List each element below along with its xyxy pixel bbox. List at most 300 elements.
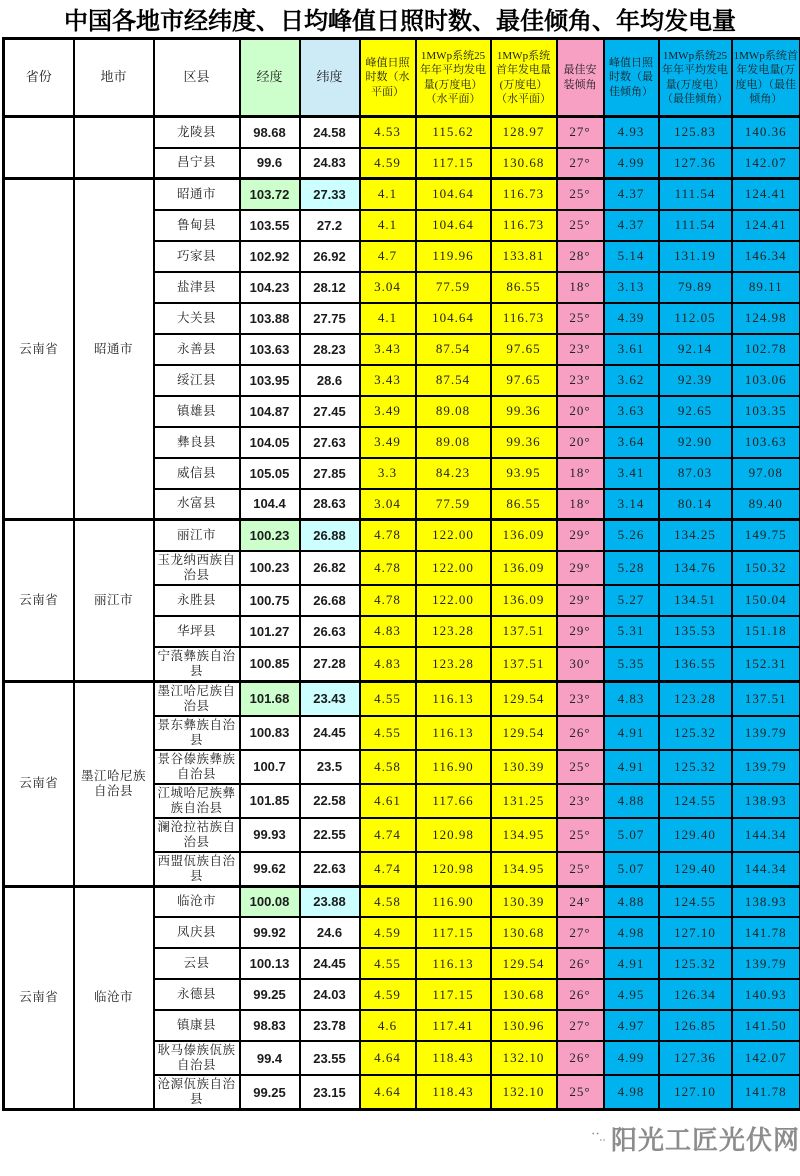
peak-hours-horizontal-cell: 3.3 [360, 458, 416, 489]
longitude-cell: 99.62 [240, 852, 300, 887]
first-year-gen-horizontal-cell: 97.65 [491, 365, 557, 396]
peak-hours-tilt-cell: 4.93 [604, 117, 659, 148]
latitude-cell: 22.55 [300, 818, 360, 852]
avg25-gen-tilt-cell: 111.54 [659, 210, 732, 241]
avg25-gen-horizontal-cell: 104.64 [416, 179, 491, 210]
city-cell [74, 117, 154, 179]
wechat-icon [588, 1112, 609, 1164]
peak-hours-horizontal-cell: 4.59 [360, 917, 416, 948]
longitude-cell: 98.83 [240, 1010, 300, 1041]
header-row [4, 39, 800, 117]
longitude-cell: 103.63 [240, 334, 300, 365]
first-year-gen-horizontal-cell: 129.54 [491, 681, 557, 716]
avg25-gen-horizontal-cell: 120.98 [416, 852, 491, 887]
longitude-cell: 105.05 [240, 458, 300, 489]
peak-hours-horizontal-cell: 4.6 [360, 1010, 416, 1041]
avg25-gen-horizontal-cell: 118.43 [416, 1041, 491, 1075]
peak-hours-horizontal-cell: 4.1 [360, 303, 416, 334]
peak-hours-tilt-cell: 4.83 [604, 681, 659, 716]
best-tilt-cell: 25° [557, 818, 604, 852]
peak-hours-horizontal-cell: 4.64 [360, 1041, 416, 1075]
first-year-gen-tilt-cell: 139.79 [732, 750, 800, 784]
peak-hours-horizontal-cell: 4.59 [360, 148, 416, 179]
first-year-gen-tilt-cell: 140.36 [732, 117, 800, 148]
avg25-gen-tilt-cell: 124.55 [659, 886, 732, 917]
best-tilt-cell: 29° [557, 551, 604, 585]
longitude-cell: 104.05 [240, 427, 300, 458]
longitude-cell: 103.55 [240, 210, 300, 241]
best-tilt-cell: 23° [557, 681, 604, 716]
col-header-avg25-gen-tilt: 1MWp系统25年年平均发电量(万度电）（最佳倾角） [659, 39, 732, 117]
best-tilt-cell: 25° [557, 179, 604, 210]
first-year-gen-tilt-cell: 138.93 [732, 784, 800, 818]
table-row [4, 179, 800, 210]
longitude-cell: 101.27 [240, 616, 300, 647]
best-tilt-cell: 26° [557, 716, 604, 750]
peak-hours-tilt-cell: 4.91 [604, 948, 659, 979]
first-year-gen-horizontal-cell: 134.95 [491, 818, 557, 852]
peak-hours-horizontal-cell: 4.83 [360, 616, 416, 647]
longitude-cell: 104.87 [240, 396, 300, 427]
avg25-gen-tilt-cell: 126.34 [659, 979, 732, 1010]
page-title: 中国各地市经纬度、日均峰值日照时数、最佳倾角、年均发电量 [64, 8, 736, 35]
avg25-gen-horizontal-cell: 122.00 [416, 520, 491, 551]
table-row [4, 886, 800, 917]
best-tilt-cell: 27° [557, 917, 604, 948]
latitude-cell: 24.58 [300, 117, 360, 148]
county-cell: 镇康县 [154, 1010, 240, 1041]
peak-hours-horizontal-cell: 4.1 [360, 179, 416, 210]
col-header-avg25-gen-horizontal: 1MWp系统25年年平均发电量(万度电）（水平面） [416, 39, 491, 117]
first-year-gen-horizontal-cell: 116.73 [491, 210, 557, 241]
avg25-gen-horizontal-cell: 77.59 [416, 272, 491, 303]
first-year-gen-tilt-cell: 103.63 [732, 427, 800, 458]
county-cell: 耿马傣族佤族自治县 [154, 1041, 240, 1075]
latitude-cell: 28.23 [300, 334, 360, 365]
first-year-gen-tilt-cell: 141.78 [732, 1075, 800, 1110]
latitude-cell: 26.82 [300, 551, 360, 585]
peak-hours-horizontal-cell: 3.49 [360, 427, 416, 458]
longitude-cell: 99.25 [240, 1075, 300, 1110]
first-year-gen-horizontal-cell: 131.25 [491, 784, 557, 818]
longitude-cell: 103.72 [240, 179, 300, 210]
latitude-cell: 22.63 [300, 852, 360, 887]
avg25-gen-tilt-cell: 125.32 [659, 750, 732, 784]
first-year-gen-horizontal-cell: 130.39 [491, 886, 557, 917]
table-row [4, 117, 800, 148]
peak-hours-horizontal-cell: 3.04 [360, 272, 416, 303]
avg25-gen-tilt-cell: 92.39 [659, 365, 732, 396]
best-tilt-cell: 27° [557, 117, 604, 148]
avg25-gen-horizontal-cell: 87.54 [416, 334, 491, 365]
watermark [588, 1108, 800, 1168]
best-tilt-cell: 25° [557, 210, 604, 241]
peak-hours-tilt-cell: 4.39 [604, 303, 659, 334]
peak-hours-tilt-cell: 4.98 [604, 1075, 659, 1110]
first-year-gen-tilt-cell: 103.06 [732, 365, 800, 396]
peak-hours-horizontal-cell: 4.64 [360, 1075, 416, 1110]
longitude-cell: 104.23 [240, 272, 300, 303]
county-cell: 玉龙纳西族自治县 [154, 551, 240, 585]
best-tilt-cell: 18° [557, 272, 604, 303]
peak-hours-tilt-cell: 4.98 [604, 917, 659, 948]
avg25-gen-tilt-cell: 129.40 [659, 852, 732, 887]
latitude-cell: 27.28 [300, 647, 360, 682]
first-year-gen-tilt-cell: 124.41 [732, 179, 800, 210]
first-year-gen-horizontal-cell: 129.54 [491, 716, 557, 750]
col-header-county: 区县 [154, 39, 240, 117]
peak-hours-tilt-cell: 5.26 [604, 520, 659, 551]
avg25-gen-horizontal-cell: 77.59 [416, 489, 491, 520]
avg25-gen-tilt-cell: 134.25 [659, 520, 732, 551]
county-cell: 景东彝族自治县 [154, 716, 240, 750]
peak-hours-tilt-cell: 3.14 [604, 489, 659, 520]
latitude-cell: 27.2 [300, 210, 360, 241]
first-year-gen-horizontal-cell: 133.81 [491, 241, 557, 272]
peak-hours-horizontal-cell: 4.55 [360, 716, 416, 750]
latitude-cell: 28.6 [300, 365, 360, 396]
first-year-gen-horizontal-cell: 137.51 [491, 616, 557, 647]
latitude-cell: 23.78 [300, 1010, 360, 1041]
first-year-gen-horizontal-cell: 116.73 [491, 303, 557, 334]
peak-hours-tilt-cell: 4.95 [604, 979, 659, 1010]
peak-hours-tilt-cell: 3.62 [604, 365, 659, 396]
avg25-gen-horizontal-cell: 104.64 [416, 210, 491, 241]
avg25-gen-tilt-cell: 92.65 [659, 396, 732, 427]
col-header-first-year-gen-horizontal: 1MWp系统首年发电量(万度电）（水平面） [491, 39, 557, 117]
longitude-cell: 99.93 [240, 818, 300, 852]
peak-hours-horizontal-cell: 4.74 [360, 818, 416, 852]
col-header-peak-hours-horizontal: 峰值日照时数（水平面） [360, 39, 416, 117]
first-year-gen-tilt-cell: 138.93 [732, 886, 800, 917]
best-tilt-cell: 28° [557, 241, 604, 272]
peak-hours-tilt-cell: 5.07 [604, 852, 659, 887]
avg25-gen-horizontal-cell: 123.28 [416, 616, 491, 647]
first-year-gen-horizontal-cell: 129.54 [491, 948, 557, 979]
longitude-cell: 99.6 [240, 148, 300, 179]
avg25-gen-tilt-cell: 112.05 [659, 303, 732, 334]
latitude-cell: 26.68 [300, 585, 360, 616]
peak-hours-tilt-cell: 4.88 [604, 784, 659, 818]
peak-hours-horizontal-cell: 4.58 [360, 750, 416, 784]
first-year-gen-tilt-cell: 151.18 [732, 616, 800, 647]
peak-hours-tilt-cell: 5.27 [604, 585, 659, 616]
peak-hours-tilt-cell: 5.28 [604, 551, 659, 585]
best-tilt-cell: 18° [557, 458, 604, 489]
latitude-cell: 24.03 [300, 979, 360, 1010]
latitude-cell: 26.92 [300, 241, 360, 272]
avg25-gen-horizontal-cell: 117.15 [416, 979, 491, 1010]
county-cell: 凤庆县 [154, 917, 240, 948]
city-cell: 丽江市 [74, 520, 154, 682]
county-cell: 盐津县 [154, 272, 240, 303]
city-cell: 昭通市 [74, 179, 154, 520]
peak-hours-tilt-cell: 3.41 [604, 458, 659, 489]
first-year-gen-horizontal-cell: 116.73 [491, 179, 557, 210]
avg25-gen-tilt-cell: 125.32 [659, 716, 732, 750]
avg25-gen-horizontal-cell: 89.08 [416, 427, 491, 458]
table-row [4, 520, 800, 551]
county-cell: 水富县 [154, 489, 240, 520]
first-year-gen-tilt-cell: 144.34 [732, 852, 800, 887]
longitude-cell: 100.23 [240, 520, 300, 551]
first-year-gen-horizontal-cell: 97.65 [491, 334, 557, 365]
longitude-cell: 100.23 [240, 551, 300, 585]
peak-hours-tilt-cell: 4.91 [604, 716, 659, 750]
peak-hours-horizontal-cell: 3.49 [360, 396, 416, 427]
county-cell: 镇雄县 [154, 396, 240, 427]
best-tilt-cell: 25° [557, 1075, 604, 1110]
col-header-peak-hours-tilt: 峰值日照时数（最佳倾角） [604, 39, 659, 117]
col-header-latitude: 纬度 [300, 39, 360, 117]
peak-hours-tilt-cell: 4.97 [604, 1010, 659, 1041]
latitude-cell: 28.63 [300, 489, 360, 520]
avg25-gen-horizontal-cell: 104.64 [416, 303, 491, 334]
first-year-gen-horizontal-cell: 93.95 [491, 458, 557, 489]
first-year-gen-horizontal-cell: 137.51 [491, 647, 557, 682]
peak-hours-horizontal-cell: 4.55 [360, 681, 416, 716]
peak-hours-horizontal-cell: 3.43 [360, 334, 416, 365]
avg25-gen-horizontal-cell: 115.62 [416, 117, 491, 148]
county-cell: 威信县 [154, 458, 240, 489]
peak-hours-horizontal-cell: 3.43 [360, 365, 416, 396]
first-year-gen-tilt-cell: 137.51 [732, 681, 800, 716]
avg25-gen-horizontal-cell: 122.00 [416, 551, 491, 585]
latitude-cell: 27.45 [300, 396, 360, 427]
longitude-cell: 100.83 [240, 716, 300, 750]
peak-hours-horizontal-cell: 4.58 [360, 886, 416, 917]
peak-hours-tilt-cell: 3.13 [604, 272, 659, 303]
peak-hours-tilt-cell: 4.37 [604, 179, 659, 210]
latitude-cell: 24.45 [300, 948, 360, 979]
table-row [4, 681, 800, 716]
best-tilt-cell: 23° [557, 365, 604, 396]
longitude-cell: 100.85 [240, 647, 300, 682]
avg25-gen-tilt-cell: 129.40 [659, 818, 732, 852]
avg25-gen-horizontal-cell: 89.08 [416, 396, 491, 427]
peak-hours-horizontal-cell: 4.1 [360, 210, 416, 241]
longitude-cell: 101.85 [240, 784, 300, 818]
col-header-city: 地市 [74, 39, 154, 117]
avg25-gen-tilt-cell: 92.90 [659, 427, 732, 458]
county-cell: 永胜县 [154, 585, 240, 616]
first-year-gen-tilt-cell: 124.41 [732, 210, 800, 241]
avg25-gen-tilt-cell: 79.89 [659, 272, 732, 303]
peak-hours-horizontal-cell: 4.55 [360, 948, 416, 979]
avg25-gen-horizontal-cell: 117.15 [416, 148, 491, 179]
avg25-gen-tilt-cell: 125.32 [659, 948, 732, 979]
first-year-gen-tilt-cell: 97.08 [732, 458, 800, 489]
best-tilt-cell: 25° [557, 303, 604, 334]
longitude-cell: 100.13 [240, 948, 300, 979]
county-cell: 宁蒗彝族自治县 [154, 647, 240, 682]
avg25-gen-horizontal-cell: 116.13 [416, 716, 491, 750]
latitude-cell: 26.88 [300, 520, 360, 551]
county-cell: 永德县 [154, 979, 240, 1010]
county-cell: 永善县 [154, 334, 240, 365]
first-year-gen-tilt-cell: 89.11 [732, 272, 800, 303]
peak-hours-tilt-cell: 4.99 [604, 1041, 659, 1075]
county-cell: 绥江县 [154, 365, 240, 396]
first-year-gen-horizontal-cell: 130.39 [491, 750, 557, 784]
county-cell: 丽江市 [154, 520, 240, 551]
avg25-gen-tilt-cell: 87.03 [659, 458, 732, 489]
best-tilt-cell: 18° [557, 489, 604, 520]
first-year-gen-tilt-cell: 124.98 [732, 303, 800, 334]
peak-hours-tilt-cell: 4.88 [604, 886, 659, 917]
avg25-gen-horizontal-cell: 116.13 [416, 948, 491, 979]
best-tilt-cell: 24° [557, 886, 604, 917]
first-year-gen-tilt-cell: 139.79 [732, 716, 800, 750]
peak-hours-tilt-cell: 5.07 [604, 818, 659, 852]
avg25-gen-tilt-cell: 126.85 [659, 1010, 732, 1041]
latitude-cell: 23.88 [300, 886, 360, 917]
avg25-gen-horizontal-cell: 116.13 [416, 681, 491, 716]
watermark-text: 阳光工匠光伏网 [610, 1124, 800, 1155]
county-cell: 巧家县 [154, 241, 240, 272]
col-header-first-year-gen-tilt: 1MWp系统首年发电量(万度电）（最佳倾角） [732, 39, 800, 117]
avg25-gen-tilt-cell: 123.28 [659, 681, 732, 716]
county-cell: 景谷傣族彝族自治县 [154, 750, 240, 784]
county-cell: 昌宁县 [154, 148, 240, 179]
peak-hours-horizontal-cell: 4.74 [360, 852, 416, 887]
avg25-gen-tilt-cell: 127.10 [659, 917, 732, 948]
avg25-gen-horizontal-cell: 117.66 [416, 784, 491, 818]
avg25-gen-horizontal-cell: 117.15 [416, 917, 491, 948]
longitude-cell: 100.7 [240, 750, 300, 784]
first-year-gen-tilt-cell: 141.78 [732, 917, 800, 948]
avg25-gen-horizontal-cell: 118.43 [416, 1075, 491, 1110]
county-cell: 昭通市 [154, 179, 240, 210]
avg25-gen-tilt-cell: 135.53 [659, 616, 732, 647]
first-year-gen-horizontal-cell: 130.68 [491, 979, 557, 1010]
city-cell: 墨江哈尼族自治县 [74, 681, 154, 886]
avg25-gen-tilt-cell: 134.76 [659, 551, 732, 585]
latitude-cell: 27.85 [300, 458, 360, 489]
latitude-cell: 23.5 [300, 750, 360, 784]
peak-hours-horizontal-cell: 4.61 [360, 784, 416, 818]
first-year-gen-horizontal-cell: 136.09 [491, 585, 557, 616]
best-tilt-cell: 23° [557, 784, 604, 818]
first-year-gen-tilt-cell: 141.50 [732, 1010, 800, 1041]
peak-hours-tilt-cell: 3.63 [604, 396, 659, 427]
province-cell [4, 117, 74, 179]
latitude-cell: 26.63 [300, 616, 360, 647]
first-year-gen-horizontal-cell: 132.10 [491, 1075, 557, 1110]
col-header-best-tilt: 最佳安装倾角 [557, 39, 604, 117]
peak-hours-tilt-cell: 4.91 [604, 750, 659, 784]
best-tilt-cell: 29° [557, 520, 604, 551]
longitude-cell: 101.68 [240, 681, 300, 716]
city-cell: 临沧市 [74, 886, 154, 1110]
avg25-gen-horizontal-cell: 117.41 [416, 1010, 491, 1041]
best-tilt-cell: 26° [557, 948, 604, 979]
peak-hours-tilt-cell: 4.37 [604, 210, 659, 241]
avg25-gen-tilt-cell: 125.83 [659, 117, 732, 148]
avg25-gen-tilt-cell: 124.55 [659, 784, 732, 818]
avg25-gen-horizontal-cell: 87.54 [416, 365, 491, 396]
longitude-cell: 99.92 [240, 917, 300, 948]
peak-hours-tilt-cell: 5.14 [604, 241, 659, 272]
first-year-gen-horizontal-cell: 86.55 [491, 272, 557, 303]
first-year-gen-tilt-cell: 139.79 [732, 948, 800, 979]
peak-hours-tilt-cell: 5.35 [604, 647, 659, 682]
first-year-gen-horizontal-cell: 134.95 [491, 852, 557, 887]
best-tilt-cell: 29° [557, 616, 604, 647]
first-year-gen-tilt-cell: 103.35 [732, 396, 800, 427]
first-year-gen-horizontal-cell: 130.68 [491, 148, 557, 179]
first-year-gen-tilt-cell: 150.32 [732, 551, 800, 585]
avg25-gen-tilt-cell: 131.19 [659, 241, 732, 272]
solar-data-table [2, 37, 800, 1111]
province-cell: 云南省 [4, 681, 74, 886]
county-cell: 云县 [154, 948, 240, 979]
peak-hours-horizontal-cell: 4.7 [360, 241, 416, 272]
latitude-cell: 23.15 [300, 1075, 360, 1110]
best-tilt-cell: 20° [557, 396, 604, 427]
avg25-gen-horizontal-cell: 122.00 [416, 585, 491, 616]
peak-hours-tilt-cell: 5.31 [604, 616, 659, 647]
longitude-cell: 99.25 [240, 979, 300, 1010]
longitude-cell: 103.95 [240, 365, 300, 396]
first-year-gen-horizontal-cell: 132.10 [491, 1041, 557, 1075]
peak-hours-horizontal-cell: 4.78 [360, 551, 416, 585]
peak-hours-horizontal-cell: 4.83 [360, 647, 416, 682]
first-year-gen-tilt-cell: 140.93 [732, 979, 800, 1010]
avg25-gen-horizontal-cell: 84.23 [416, 458, 491, 489]
first-year-gen-horizontal-cell: 99.36 [491, 427, 557, 458]
first-year-gen-tilt-cell: 150.04 [732, 585, 800, 616]
best-tilt-cell: 27° [557, 148, 604, 179]
avg25-gen-tilt-cell: 92.14 [659, 334, 732, 365]
first-year-gen-horizontal-cell: 86.55 [491, 489, 557, 520]
best-tilt-cell: 29° [557, 585, 604, 616]
county-cell: 江城哈尼族彝族自治县 [154, 784, 240, 818]
county-cell: 彝良县 [154, 427, 240, 458]
first-year-gen-horizontal-cell: 136.09 [491, 551, 557, 585]
latitude-cell: 27.75 [300, 303, 360, 334]
latitude-cell: 28.12 [300, 272, 360, 303]
longitude-cell: 100.08 [240, 886, 300, 917]
first-year-gen-tilt-cell: 146.34 [732, 241, 800, 272]
first-year-gen-horizontal-cell: 128.97 [491, 117, 557, 148]
longitude-cell: 104.4 [240, 489, 300, 520]
first-year-gen-tilt-cell: 144.34 [732, 818, 800, 852]
first-year-gen-tilt-cell: 152.31 [732, 647, 800, 682]
longitude-cell: 99.4 [240, 1041, 300, 1075]
longitude-cell: 102.92 [240, 241, 300, 272]
avg25-gen-tilt-cell: 80.14 [659, 489, 732, 520]
county-cell: 澜沧拉祜族自治县 [154, 818, 240, 852]
peak-hours-tilt-cell: 3.64 [604, 427, 659, 458]
avg25-gen-horizontal-cell: 116.90 [416, 750, 491, 784]
first-year-gen-horizontal-cell: 130.96 [491, 1010, 557, 1041]
latitude-cell: 24.6 [300, 917, 360, 948]
avg25-gen-tilt-cell: 127.10 [659, 1075, 732, 1110]
first-year-gen-horizontal-cell: 99.36 [491, 396, 557, 427]
latitude-cell: 22.58 [300, 784, 360, 818]
latitude-cell: 27.63 [300, 427, 360, 458]
peak-hours-horizontal-cell: 4.59 [360, 979, 416, 1010]
county-cell: 华坪县 [154, 616, 240, 647]
longitude-cell: 98.68 [240, 117, 300, 148]
avg25-gen-tilt-cell: 127.36 [659, 148, 732, 179]
peak-hours-horizontal-cell: 4.78 [360, 585, 416, 616]
longitude-cell: 103.88 [240, 303, 300, 334]
first-year-gen-tilt-cell: 102.78 [732, 334, 800, 365]
best-tilt-cell: 25° [557, 750, 604, 784]
county-cell: 墨江哈尼族自治县 [154, 681, 240, 716]
